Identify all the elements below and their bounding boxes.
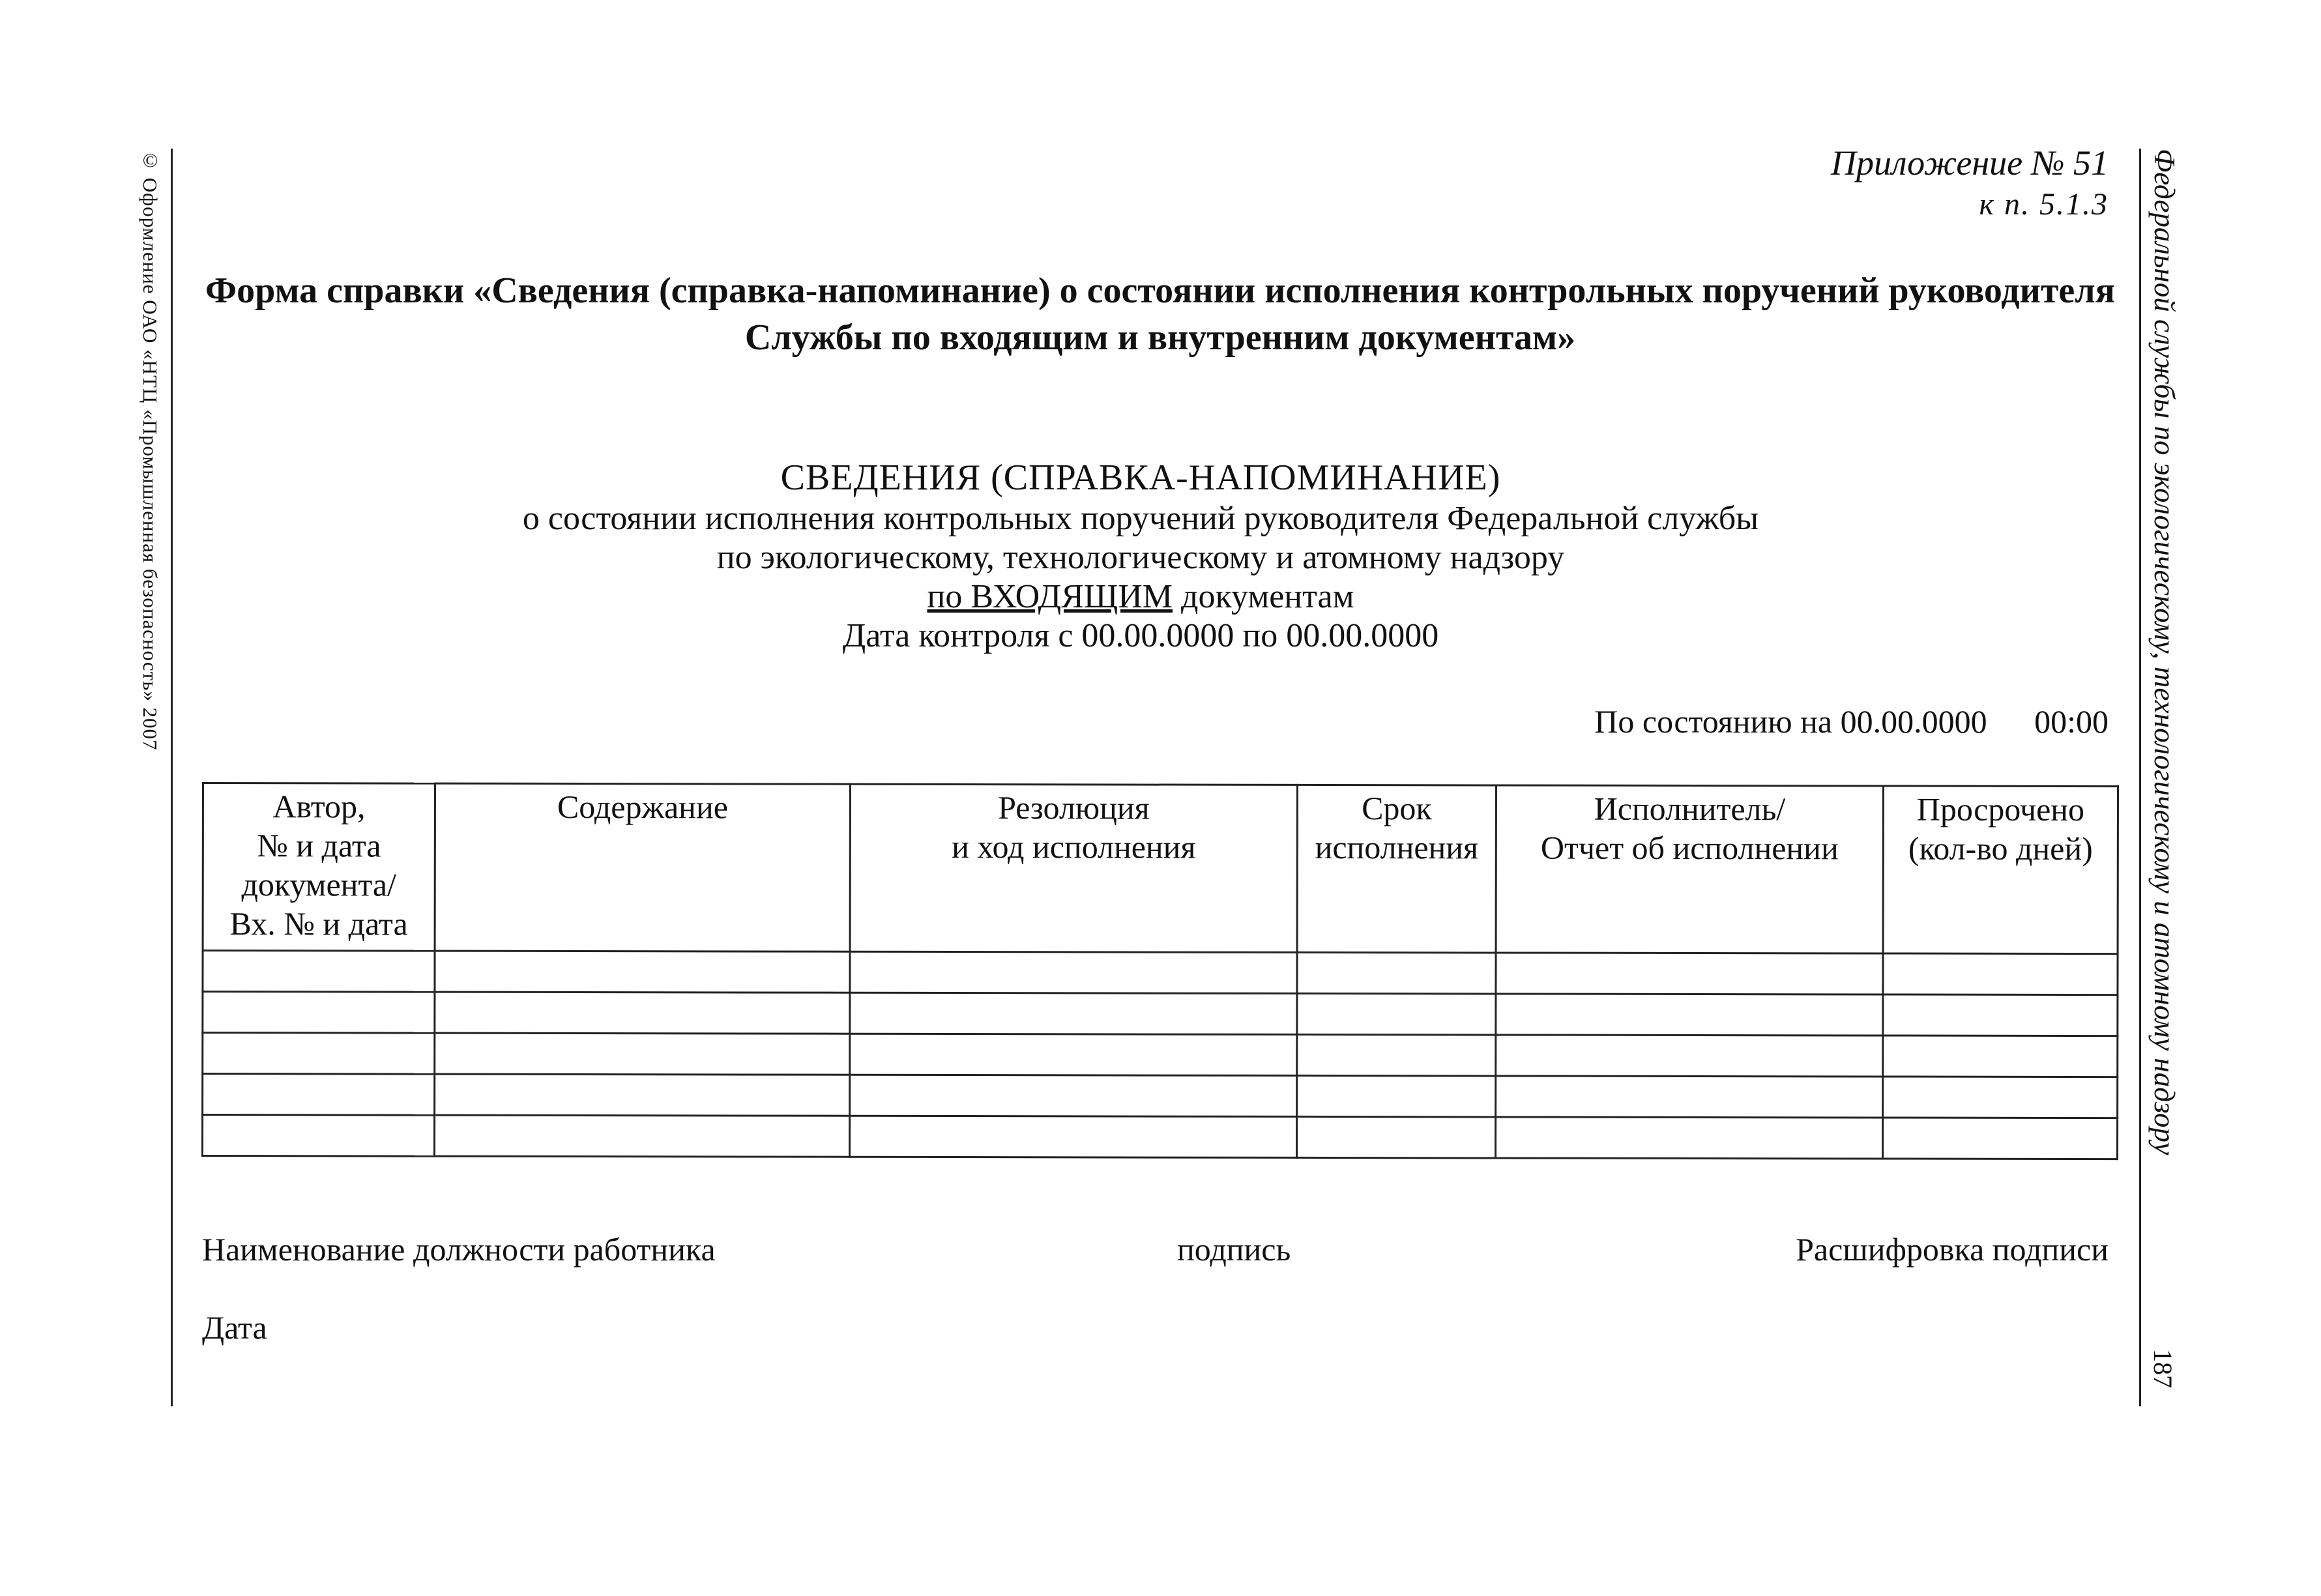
document-subtitle-line-2: по экологическому, технологическому и атомному надзору: [716, 539, 1565, 576]
col-header-executor: Исполнитель/ Отчет об исполнении: [1496, 785, 1883, 953]
table-cell: [850, 1075, 1297, 1116]
table-cell: [1297, 1075, 1496, 1117]
table-cell: [1297, 993, 1496, 1035]
agency-sidebar: Федеральной службы по экологическому, технологическому и атомному надзору: [2148, 149, 2181, 1155]
table-cell: [203, 992, 435, 1034]
table-row: [203, 992, 2118, 1036]
table-cell: [1496, 1035, 1883, 1077]
status-date: 00.00.0000: [1840, 703, 1987, 740]
page-number: 187: [2148, 1349, 2178, 1388]
appendix-block: [1831, 141, 2109, 224]
table-cell: [1883, 953, 2118, 995]
col-header-content: Содержание: [435, 783, 850, 951]
table-body: [202, 951, 2118, 1159]
table-cell: [202, 1115, 434, 1157]
table-row: [202, 1115, 2117, 1159]
table-row: [203, 1074, 2118, 1118]
table-cell: [1296, 1116, 1495, 1158]
table-cell: [1882, 1118, 2117, 1159]
status-line: [1594, 703, 2109, 740]
status-time: 00:00: [2034, 703, 2109, 740]
table-cell: [203, 1033, 435, 1075]
col-header-deadline: Срок исполнения: [1297, 785, 1496, 953]
table-header-row: [203, 783, 2118, 954]
document-subtitle-line-1: о состоянии исполнения контрольных поручений руководителя Федеральной службы: [522, 500, 1759, 537]
signature-label: подпись: [1177, 1231, 1291, 1268]
table-cell: [435, 951, 850, 993]
document-type-rest: документам: [1181, 578, 1354, 615]
form-title: [182, 267, 2138, 361]
form-title-line-1: Форма справки «Сведения (справка-напоминание) о состоянии исполнения контрольных поручений руководителя: [205, 270, 2115, 311]
table-cell: [434, 1115, 849, 1157]
col-header-overdue: Просрочено (кол-во дней): [1883, 786, 2118, 954]
table-cell: [850, 1034, 1297, 1075]
table-cell: [1495, 1117, 1882, 1159]
table-cell: [203, 1074, 435, 1116]
table-cell: [203, 951, 435, 993]
left-margin-rule: [171, 149, 173, 1406]
table-cell: [1883, 1036, 2118, 1077]
document-header: [326, 456, 1955, 656]
table-cell: [1297, 952, 1496, 994]
document-heading: СВЕДЕНИЯ (СПРАВКА-НАПОМИНАНИЕ): [780, 457, 1501, 498]
right-margin-rule: [2139, 149, 2141, 1406]
status-label: По состоянию на: [1594, 703, 1833, 740]
table-cell: [1883, 994, 2118, 1036]
table-cell: [850, 951, 1297, 993]
table-cell: [435, 1074, 850, 1116]
signature-decode-label: Расшифровка подписи: [1796, 1231, 2109, 1268]
copyright-sidebar: © Оформление ОАО «НТЦ «Промышленная безопасность» 2007: [139, 149, 162, 751]
table-row: [203, 951, 2118, 995]
date-label: Дата: [202, 1309, 267, 1346]
appendix-title: Приложение № 51: [1830, 143, 2109, 182]
table-row: [203, 1033, 2118, 1077]
form-title-line-2: Службы по входящим и внутренним документам»: [744, 317, 1576, 358]
appendix-reference: к п. 5.1.3: [1979, 187, 2109, 222]
document-subtitle-line-3: [326, 577, 1955, 617]
table-cell: [850, 993, 1297, 1034]
table-cell: [1297, 1034, 1496, 1076]
table-cell: [1496, 1076, 1883, 1118]
table-cell: [1496, 953, 1883, 994]
table-cell: [435, 992, 850, 1034]
control-date-range: Дата контроля с 00.00.0000 по 00.00.0000: [842, 617, 1439, 654]
table-cell: [435, 1033, 850, 1075]
table-cell: [1496, 994, 1883, 1036]
table-cell: [849, 1116, 1296, 1157]
col-header-resolution: Резолюция и ход исполнения: [850, 784, 1297, 952]
control-table: [201, 782, 2119, 1160]
signature-position-label: Наименование должности работника: [202, 1231, 716, 1268]
col-header-author: Автор, № и дата документа/ Вх. № и дата: [203, 783, 435, 951]
table-cell: [1883, 1077, 2118, 1118]
document-type-underlined: по ВХОДЯЩИМ: [927, 578, 1173, 615]
